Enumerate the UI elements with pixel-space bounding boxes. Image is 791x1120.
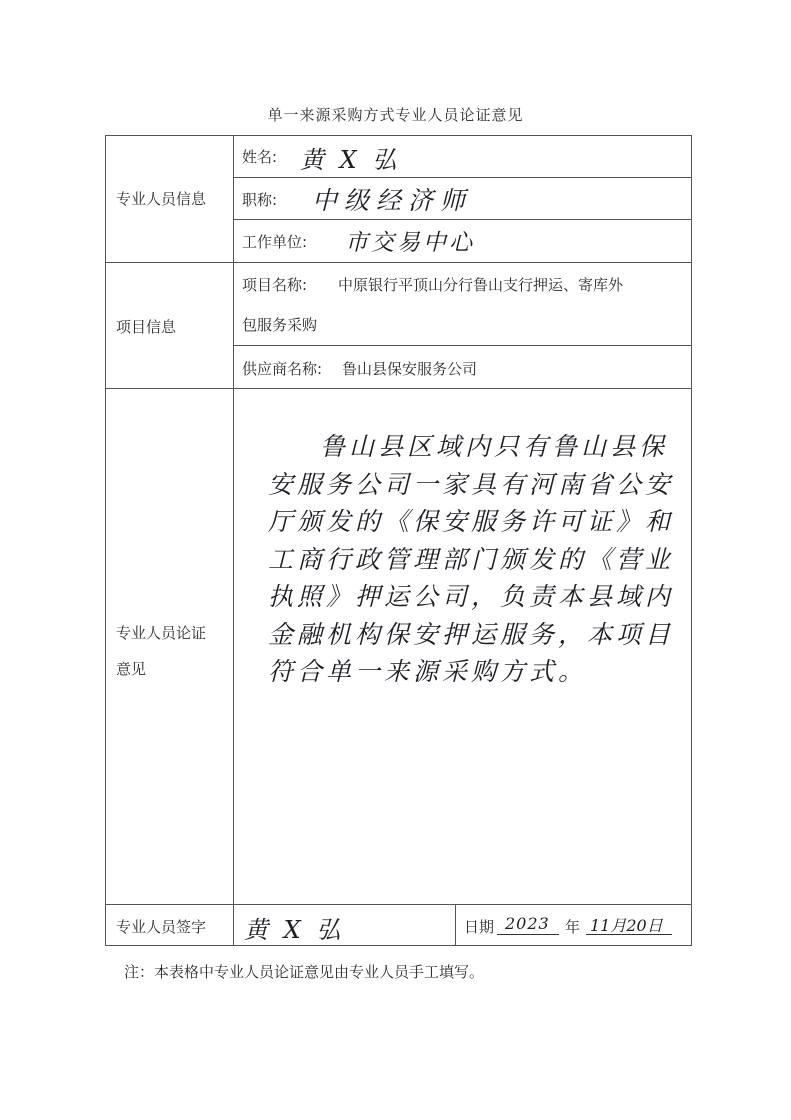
unit-label: 工作单位: xyxy=(242,233,308,251)
divider-title-unit xyxy=(233,219,692,220)
project-name-line1: 中原银行平顶山分行鲁山支行押运、寄库外 xyxy=(338,276,624,294)
column-divider xyxy=(233,135,234,946)
divider-name-title xyxy=(233,177,692,178)
unit-handwritten: 市交易中心 xyxy=(345,230,475,256)
year-handwritten: 2023 xyxy=(505,914,550,933)
opinion-label-line1: 专业人员论证 xyxy=(116,624,207,642)
year-underline xyxy=(497,934,559,935)
title-label: 职称: xyxy=(242,191,278,209)
signature-handwritten: 黄 X 弘 xyxy=(244,916,345,944)
divider-project-opinion xyxy=(105,388,692,389)
signature-label: 专业人员签字 xyxy=(116,918,207,936)
year-label: 年 xyxy=(565,918,581,936)
supplier-label: 供应商名称: xyxy=(242,360,323,378)
name-handwritten: 黄 X 弘 xyxy=(300,146,401,174)
divider-opinion-signature xyxy=(105,904,692,905)
divider-expert-project xyxy=(105,262,692,263)
divider-project-supplier xyxy=(233,345,692,346)
document-title: 单一来源采购方式专业人员论证意见 xyxy=(267,106,524,124)
name-label: 姓名: xyxy=(242,148,278,166)
footnote: 注：本表格中专业人员论证意见由专业人员手工填写。 xyxy=(124,963,485,981)
supplier-value: 鲁山县保安服务公司 xyxy=(342,360,478,378)
opinion-label-line2: 意见 xyxy=(116,660,147,678)
month-day-handwritten: 11月20日 xyxy=(590,916,663,935)
divider-signature-date xyxy=(455,904,456,946)
opinion-handwritten-text: 鲁山县区域内只有鲁山县保安服务公司一家具有河南省公安厅颁发的《保安服务许可证》和工商行政管理部门颁发的《营业执照》押运公司，负责本县域内金融机构保安押运服务，本项目符合单一来源采购方式。 xyxy=(268,432,675,686)
project-name-line2: 包服务采购 xyxy=(242,316,318,334)
project-name-label: 项目名称: xyxy=(242,276,308,294)
expert-info-label: 专业人员信息 xyxy=(116,190,207,208)
project-info-label: 项目信息 xyxy=(116,318,177,336)
date-label: 日期 xyxy=(464,918,495,936)
title-handwritten: 中级经济师 xyxy=(312,186,473,215)
